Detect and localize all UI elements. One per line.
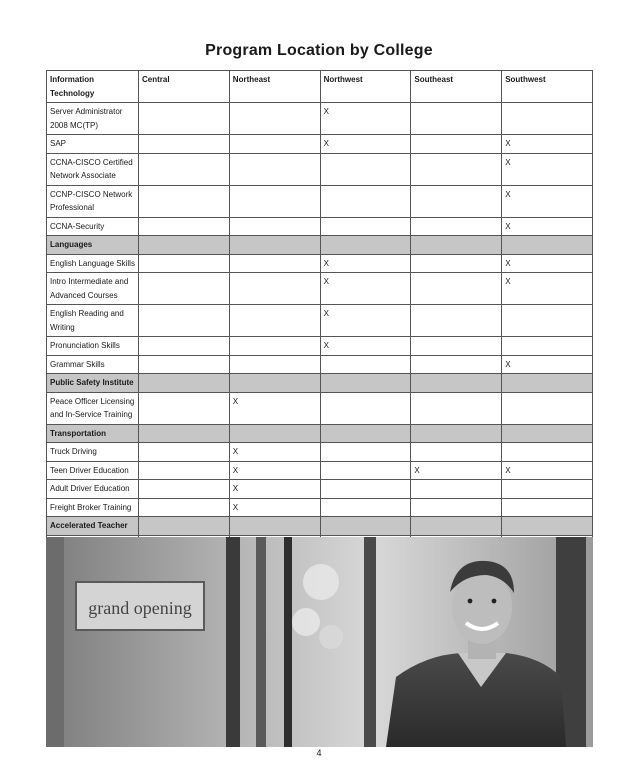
section-empty-cell [229, 374, 320, 393]
availability-cell: X [502, 355, 593, 374]
section-header-row [47, 374, 593, 393]
section-empty-cell [320, 374, 411, 393]
availability-cell [411, 337, 502, 356]
section-empty-cell [411, 517, 502, 536]
availability-cell: X [502, 135, 593, 154]
table-row [47, 305, 593, 337]
availability-cell [411, 305, 502, 337]
section-label: Public Safety Institute [47, 374, 139, 393]
availability-cell: X [502, 185, 593, 217]
grand-opening-photo [46, 537, 593, 747]
availability-cell [502, 305, 593, 337]
availability-cell [229, 273, 320, 305]
availability-cell: X [502, 273, 593, 305]
program-name-cell: Intro Intermediate and Advanced Courses [47, 273, 139, 305]
table-header-row [47, 71, 593, 103]
availability-cell [411, 355, 502, 374]
section-empty-cell [139, 236, 230, 255]
table-row [47, 135, 593, 154]
section-empty-cell [320, 517, 411, 536]
availability-cell [320, 461, 411, 480]
section-empty-cell [139, 424, 230, 443]
program-name-cell: CCNA-Security [47, 217, 139, 236]
section-empty-cell [502, 424, 593, 443]
availability-cell [229, 217, 320, 236]
program-name-cell: Server Administrator 2008 MC(TP) [47, 103, 139, 135]
program-name-cell: CCNP-CISCO Network Professional [47, 185, 139, 217]
program-name-cell: Pronunciation Skills [47, 337, 139, 356]
table-row [47, 337, 593, 356]
program-name-cell: English Reading and Writing [47, 305, 139, 337]
section-empty-cell [502, 517, 593, 536]
availability-cell [502, 480, 593, 499]
availability-cell [411, 273, 502, 305]
program-name-cell: English Language Skills [47, 254, 139, 273]
availability-cell [229, 355, 320, 374]
table-row [47, 254, 593, 273]
availability-cell [411, 217, 502, 236]
program-name-cell: Adult Driver Education [47, 480, 139, 499]
program-name-cell: SAP [47, 135, 139, 154]
program-name-cell: Truck Driving [47, 443, 139, 462]
section-empty-cell [502, 374, 593, 393]
availability-cell [320, 355, 411, 374]
table-row [47, 103, 593, 135]
availability-cell: X [229, 461, 320, 480]
section-empty-cell [229, 236, 320, 255]
section-empty-cell [411, 424, 502, 443]
grand-opening-sign-text: grand opening [88, 598, 192, 618]
availability-cell [411, 480, 502, 499]
availability-cell [411, 153, 502, 185]
column-header: Northeast [229, 71, 320, 103]
availability-cell: X [320, 273, 411, 305]
table-row [47, 273, 593, 305]
availability-cell [139, 461, 230, 480]
program-name-cell: CCNA-CISCO Certified Network Associate [47, 153, 139, 185]
availability-cell: X [229, 443, 320, 462]
availability-cell [229, 135, 320, 154]
availability-cell: X [320, 337, 411, 356]
availability-cell [139, 185, 230, 217]
column-header: Southwest [502, 71, 593, 103]
availability-cell [139, 103, 230, 135]
column-header: Central [139, 71, 230, 103]
availability-cell [139, 254, 230, 273]
availability-cell [229, 103, 320, 135]
availability-cell [229, 254, 320, 273]
table-row [47, 461, 593, 480]
program-name-cell: Freight Broker Training [47, 498, 139, 517]
availability-cell: X [411, 461, 502, 480]
table-row [47, 217, 593, 236]
availability-cell [139, 337, 230, 356]
program-location-table [46, 70, 593, 568]
section-empty-cell [502, 236, 593, 255]
program-name-cell: Grammar Skills [47, 355, 139, 374]
program-name-cell: Peace Officer Licensing and In-Service Training [47, 392, 139, 424]
availability-cell [320, 443, 411, 462]
availability-cell [139, 135, 230, 154]
section-label: Accelerated Teacher [47, 517, 139, 536]
availability-cell [411, 443, 502, 462]
availability-cell: X [229, 392, 320, 424]
availability-cell: X [229, 498, 320, 517]
availability-cell: X [320, 254, 411, 273]
availability-cell [139, 443, 230, 462]
availability-cell: X [502, 254, 593, 273]
availability-cell [320, 480, 411, 499]
section-header-row [47, 424, 593, 443]
page-number: 4 [316, 748, 322, 758]
availability-cell [139, 392, 230, 424]
availability-cell [229, 153, 320, 185]
availability-cell [502, 498, 593, 517]
availability-cell: X [502, 217, 593, 236]
section-empty-cell [139, 517, 230, 536]
availability-cell: X [320, 305, 411, 337]
section-empty-cell [411, 374, 502, 393]
availability-cell [502, 443, 593, 462]
table-row [47, 392, 593, 424]
section-label: Languages [47, 236, 139, 255]
availability-cell [502, 337, 593, 356]
availability-cell [502, 392, 593, 424]
availability-cell [411, 135, 502, 154]
column-header: Southeast [411, 71, 502, 103]
table-body [47, 103, 593, 568]
section-header-row [47, 236, 593, 255]
column-header: Information Technology [47, 71, 139, 103]
section-empty-cell [139, 374, 230, 393]
availability-cell [320, 498, 411, 517]
table-row [47, 153, 593, 185]
section-empty-cell [320, 236, 411, 255]
availability-cell [411, 392, 502, 424]
availability-cell [139, 273, 230, 305]
availability-cell [411, 103, 502, 135]
availability-cell [139, 498, 230, 517]
table-row [47, 355, 593, 374]
availability-cell: X [320, 135, 411, 154]
table-row [47, 185, 593, 217]
section-empty-cell [320, 424, 411, 443]
availability-cell [139, 217, 230, 236]
section-empty-cell [229, 517, 320, 536]
availability-cell [139, 480, 230, 499]
section-empty-cell [229, 424, 320, 443]
availability-cell: X [502, 461, 593, 480]
section-empty-cell [411, 236, 502, 255]
table-row [47, 498, 593, 517]
availability-cell: X [320, 103, 411, 135]
promo-photo [46, 537, 593, 747]
availability-cell [411, 185, 502, 217]
table-row [47, 443, 593, 462]
availability-cell [229, 305, 320, 337]
availability-cell [139, 305, 230, 337]
availability-cell [411, 498, 502, 517]
column-header: Northwest [320, 71, 411, 103]
table-row [47, 480, 593, 499]
availability-cell [320, 185, 411, 217]
section-label: Transportation [47, 424, 139, 443]
page-title: Program Location by College [205, 42, 433, 59]
availability-cell [320, 217, 411, 236]
availability-cell: X [229, 480, 320, 499]
section-header-row [47, 517, 593, 536]
availability-cell [139, 153, 230, 185]
availability-cell [320, 153, 411, 185]
availability-cell [229, 337, 320, 356]
program-name-cell: Teen Driver Education [47, 461, 139, 480]
availability-cell [139, 355, 230, 374]
availability-cell: X [502, 153, 593, 185]
availability-cell [411, 254, 502, 273]
availability-cell [229, 185, 320, 217]
availability-cell [320, 392, 411, 424]
availability-cell [502, 103, 593, 135]
